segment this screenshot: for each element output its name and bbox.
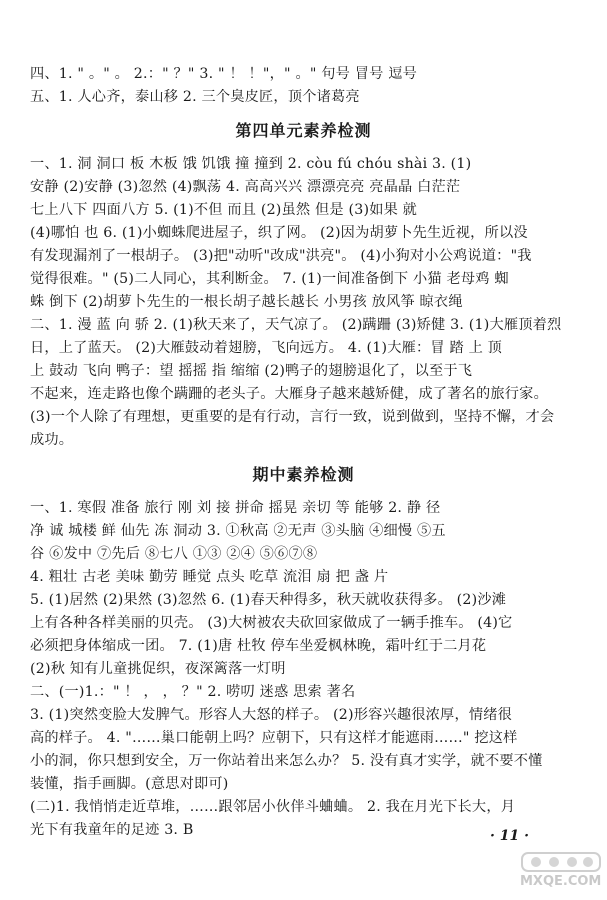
text-line: 有发现漏剂了一根胡子。 (3)把"动听"改成"洪亮"。 (4)小狗对小公鸡说道："我 <box>30 248 532 264</box>
text-line: 二、(一)1.：" ！ ， ， ？" 2. 唠叨 迷惑 思索 著名 <box>30 684 356 700</box>
text-line: 3. (1)突然变脸大发脾气。形容人大怒的样子。 (2)形容兴趣很浓厚，情绪很 <box>30 707 512 723</box>
text-line: 安静 (2)安静 (3)忽然 (4)飘荡 4. 高高兴兴 漂漂亮亮 亮晶晶 白茫茫 <box>30 179 461 195</box>
text-line: 高的样子。 4. "……巢口能朝上吗？应朝下，只有这样才能遮雨……" 挖这样 <box>30 730 518 746</box>
text-line: 5. (1)居然 (2)果然 (3)忽然 6. (1)春天种得多，秋天就收获得多。 (2)沙滩 <box>30 592 507 608</box>
watermark-icon <box>520 850 602 874</box>
text-line: (2)秋 知有儿童挑促织，夜深篱落一灯明 <box>30 661 286 677</box>
text-line: 不起来，连走路也像个蹒跚的老头子。大雁身子越来越矫健，成了著名的旅行家。 <box>30 386 548 402</box>
text-line: 蛛 倒下 (2)胡萝卜先生的一根长胡子越长越长 小男孩 放风筝 晾衣绳 <box>30 294 463 310</box>
text-line: 五、1. 人心齐，泰山移 2. 三个臭皮匠，顶个诸葛亮 <box>30 89 360 105</box>
text-line: 4. 粗壮 古老 美味 勤劳 睡觉 点头 吃草 流泪 扇 把 盏 片 <box>30 569 389 585</box>
text-line: 一、1. 寒假 准备 旅行 刚 刘 接 拼命 摇晃 亲切 等 能够 2. 静 径 <box>30 500 441 516</box>
section-title-midterm: 期中素养检测 <box>252 465 355 484</box>
watermark-text: MXQE.COM <box>520 874 602 889</box>
text-line: 小的洞，你只想到安全，万一你站着出来怎么办？ 5. 没有真才实学，就不要不懂 <box>30 753 543 769</box>
text-line: 谷 ⑥发中 ⑦先后 ⑧七八 ①③ ②④ ⑤⑥⑦⑧ <box>30 546 318 562</box>
page-number: · 11 · <box>490 828 529 844</box>
text-line: 上有各种各样美丽的贝壳。 (3)大树被农夫砍回家做成了一辆手推车。 (4)它 <box>30 615 513 631</box>
text-line: 四、1. " 。" 。 2.：" ？" 3. " ！ ！"，" 。" 句号 冒号 逗号 <box>30 66 418 82</box>
text-line: (3)一个人除了有理想，更重要的是有行动，言行一致，说到做到，坚持不懈，才会 <box>30 409 555 425</box>
text-line: 一、1. 洞 洞口 板 木板 饿 饥饿 撞 撞到 2. còu fú chóu shài 3. (1) <box>30 156 472 172</box>
text-line: 二、1. 漫 蓝 向 骄 2. (1)秋天来了，天气凉了。 (2)蹒跚 (3)矫健 3. (1)大雁顶着烈 <box>30 317 562 333</box>
text-line: 必须把身体缩成一团。 7. (1)唐 杜牧 停车坐爱枫林晚，霜叶红于二月花 <box>30 638 487 654</box>
text-line: 光下有我童年的足迹 3. B <box>30 822 194 838</box>
section-title-unit4: 第四单元素养检测 <box>235 121 372 140</box>
text-line: 七上八下 四面八方 5. (1)不但 而且 (2)虽然 但是 (3)如果 就 <box>30 202 418 218</box>
text-line: 上 鼓动 飞向 鸭子：望 摇摇 指 缩缩 (2)鸭子的翅膀退化了，以至于飞 <box>30 363 473 379</box>
text-line: 日，上了蓝天。 (2)大雁鼓动着翅膀，飞向远方。 4. (1)大雁：冒 踏 上 顶 <box>30 340 503 356</box>
text-line: (4)哪怕 也 6. (1)小蜘蛛爬进屋子，织了网。 (2)因为胡萝卜先生近视，所以没 <box>30 225 528 241</box>
text-line: (二)1. 我悄悄走近草堆，……跟邻居小伙伴斗蛐蛐。 2. 我在月光下长大，月 <box>30 799 516 815</box>
text-line: 觉得很难。" (5)二人同心，其利断金。 7. (1)一间准备倒下 小猫 老母鸡 蜘 <box>30 271 509 287</box>
text-line: 装懂，指手画脚。(意思对即可) <box>30 776 229 792</box>
text-line: 成功。 <box>30 432 74 448</box>
watermark-logo <box>520 850 602 896</box>
text-line: 净 诚 城楼 鲜 仙先 冻 洞动 3. ①秋高 ②无声 ③头脑 ④细慢 ⑤五 <box>30 523 446 539</box>
